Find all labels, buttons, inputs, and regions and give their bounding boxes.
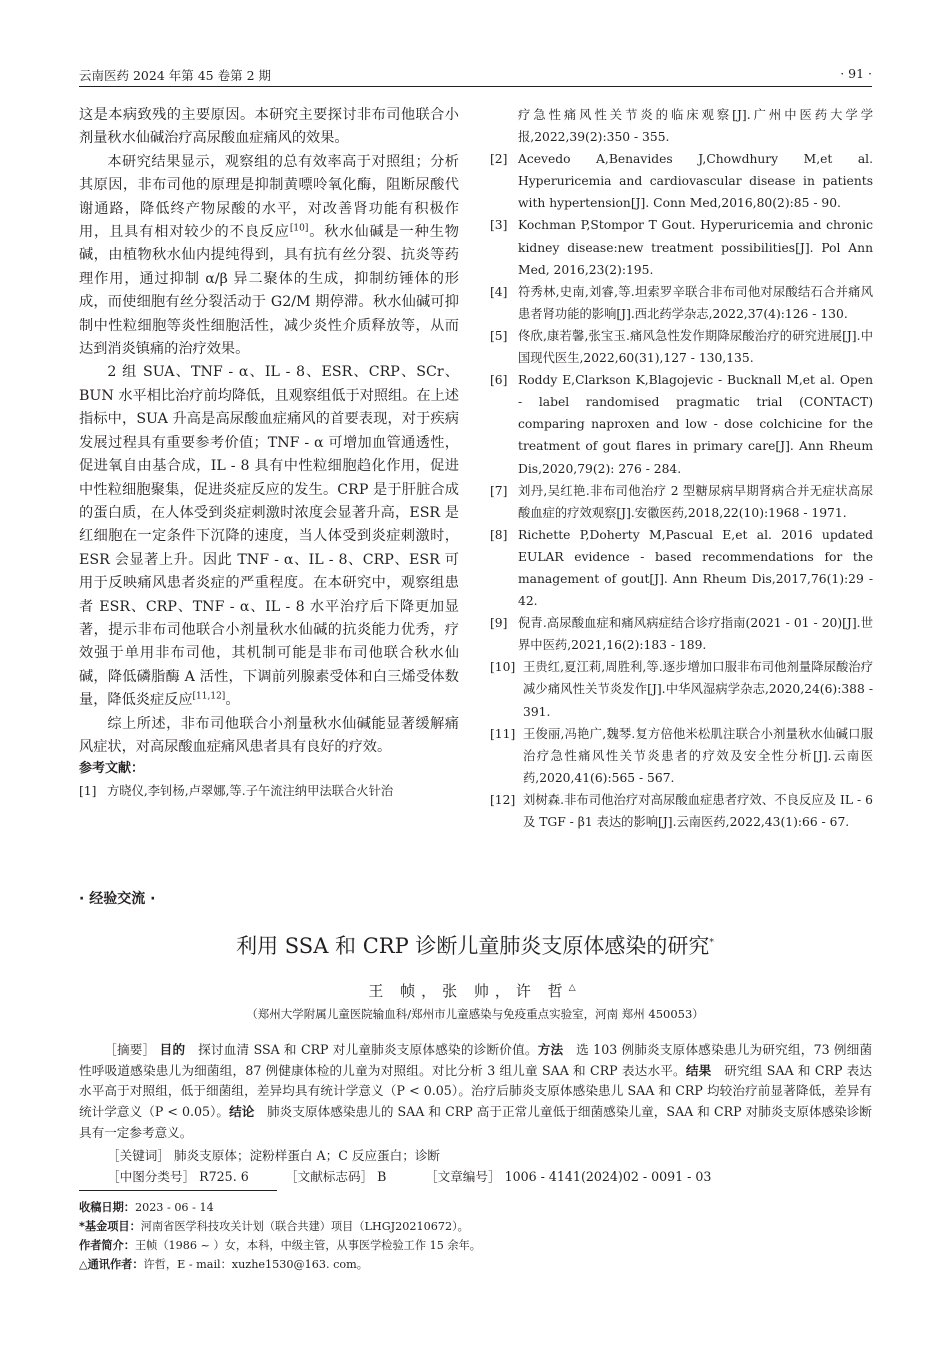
aim-text: 探讨血清 SSA 和 CRP 对儿童肺炎支原体感染的诊断价值。 [198,1042,538,1057]
paragraph-2: 本研究结果显示，观察组的总有效率高于对照组；分析其原因，非布司他的原理是抑制黄嘌呤氧化酶，阻断尿酸代谢通路，降低终产物尿酸的水平，对改善肾功能有积极作用，且具有相对较少的不良反应[10]。秋水仙碱是一种生物碱，由植物秋水仙内提纯得到，具有抗有丝分裂、抗炎等药理作用，通过抑制 α/β 异二聚体的生成，抑制纺锤体的形成，而使细胞有丝分裂活动于 G2/M 期停滞。秋水仙碱可抑制中性粒细胞等炎性细胞活性，减少炎性介质释放等，从而达到消炎镇痛的治疗效果。 [79,153,459,358]
reference-item [490,612,873,656]
class-label: ［中图分类号］ [107,1169,196,1184]
paragraph-4: 综上所述，非布司他联合小剂量秋水仙碱能显著缓解痛风症状，对高尿酸血症痛风患者具有良好的疗效。 [79,715,459,755]
class-value: R725. 6 [199,1169,249,1184]
reference-list [490,148,873,833]
affiliation: （郑州大学附属儿童医院输血科/郑州市儿童感染与免疫重点实验室，河南 郑州 450053） [246,1007,704,1021]
reference-text: 倪青.高尿酸血症和痛风病症结合诊疗指南(2021 - 01 - 20)[J].世界中医药,2021,16(2):183 - 189. [518,616,873,653]
method-label: 方法 [537,1042,564,1057]
reference-number: [8] [490,527,508,542]
reference-item [490,723,873,789]
reference-number: [1] [79,784,97,799]
reference-text: 王贵红,夏江莉,周胜利,等.逐步增加口服非布司他剂量降尿酸治疗减少痛风性关节炎发作[J].中华风湿病学杂志,2020,24(6):388 - 391. [523,660,873,719]
reference-text: 符秀林,史南,刘睿,等.坦索罗辛联合非布司他对尿酸结石合并痛风患者肾功能的影响[J].西北药学杂志,2022,37(4):126 - 130. [518,284,873,321]
classification-line [107,1166,827,1185]
abstract-label: ［摘要］ [104,1042,156,1057]
reference-text: Richette P,Doherty M,Pascual E,et al. 2016 updated EULAR evidence - based recommendations for the management of gout[J]. Ann Rheum Dis,2017,76(1):29 - 42. [518,527,873,609]
fund-mark: * [709,938,714,948]
docmark-value: B [377,1169,387,1184]
authors: 王 帧，张 帅，许 哲△ [368,982,582,1000]
keywords-text: 肺炎支原体；淀粉样蛋白 A；C 反应蛋白；诊断 [173,1148,441,1163]
reference-text: 王俊丽,冯艳广,魏琴.复方倍他米松肌注联合小剂量秋水仙碱口服治疗急性痛风性关节炎患者的疗效及安全性分析[J].云南医药,2020,41(6):565 - 567. [523,726,873,785]
abstract [79,1040,872,1144]
author-bio: 作者简介：王帧（1986 ~ ）女，本科，中级主管，从事医学检验工作 15 余年。 [79,1239,481,1252]
reference-item [490,524,873,612]
references-heading: 参考文献： [79,761,145,777]
reference-number: [2] [490,152,508,167]
reference-text: Kochman P,Stompor T Gout. Hyperuricemia and chronic kidney disease:new treatment possibilities[J]. Pol Ann Med, 2016,23(2):195. [518,218,873,277]
page-number: · 91 · [840,66,872,81]
reference-item [490,480,873,524]
reference-number: [4] [490,284,508,299]
reference-item [490,656,873,722]
keywords-label: ［关键词］ [107,1148,170,1163]
reference-number: [5] [490,328,508,343]
reference-text: Roddy E,Clarkson K,Blagojevic - Bucknall M,et al. Open - label randomised pragmatic trial (CONTACT) comparing naproxen and low - dose colchicine for the treatment of gout flares in primary care[J]. Ann Rheum Dis,2020,79(2): 276 - 284. [518,373,873,476]
reference-continuation: 疗急性痛风性关节炎的临床观察[J].广州中医药大学学报,2022,39(2):350 - 355. [518,108,873,145]
aim-label: 目的 [159,1042,186,1057]
reference-number: [3] [490,218,508,233]
citation: [10] [289,223,309,234]
reference-text: 刘树森.非布司他治疗对高尿酸血症患者疗效、不良反应及 IL - 6 及 TGF - β1 表达的影响[J].云南医药,2022,43(1):66 - 67. [523,792,873,829]
reference-number: [12] [490,792,516,807]
paragraph-3: 2 组 SUA、TNF - α、IL - 8、ESR、CRP、SCr、BUN 水平相比治疗前均降低，且观察组低于对照组。在上述指标中，SUA 升高是高尿酸血症痛风的首要表现，对于疾病发展过程具有重要参考价值；TNF - α 可增加血管通透性，促进氧自由基合成，IL - 8 具有中性粒细胞趋化作用，促进中性粒细胞聚集，促进炎症反应的发生。CRP 是于肝脏合成的蛋白质，在人体受到炎症刺激时浓度会显著升高，ESR 是红细胞在一定条件下沉降的速度，当人体受到炎症刺激时，ESR 会显著上升。因此 TNF - α、IL - 8、CRP、ESR 可用于反映痛风患者炎症的严重程度。在本研究中，观察组患者 ESR、CRP、TNF - α、IL - 8 水平治疗后下降更加显著，提示非布司他联合小剂量秋水仙碱的抗炎能力优秀，疗效强于单用非布司他，其机制可能是非布司他联合秋水仙碱，降低磷脂酶 A 活性，下调前列腺素受体和白三烯受体数量，降低炎症反应[11,12]。 [79,364,459,709]
running-header [79,66,872,87]
reference-text: 佟欣,康若馨,张宝玉.痛风急性发作期降尿酸治疗的研究进展[J].中国现代医生,2022,60(31),127 - 130,135. [518,328,873,366]
result-text: 研究组 SAA 和 CRP 表达水平高于对照组，低于细菌组，差异均具有统计学意义（P < 0.05）。治疗后肺炎支原体感染患儿 SAA 和 CRP 均较治疗前显著降低，差异有统计学意义（P < 0.05）。 [79,1062,873,1120]
article-no-label: ［文章编号］ [425,1169,501,1184]
corresponding-author: △通讯作者：许哲，E - mail：xuzhe1530@163. com。 [79,1258,368,1271]
reference-text: 刘丹,吴红艳.非布司他治疗 2 型糖尿病早期肾病合并无症状高尿酸血症的疗效观察[J].安徽医药,2018,22(10):1968 - 1971. [518,483,873,520]
reference-number: [10] [490,660,516,675]
reference-item [490,148,873,214]
reference-text: Acevedo A,Benavides J,Chowdhury M,et al. Hyperuricemia and cardiovascular disease in patients with hypertension[J]. Conn Med,2016,80(2):85 - 90. [518,152,873,211]
docmark-label: ［文献标志码］ [285,1169,374,1184]
article-title: 利用 SSA 和 CRP 诊断儿童肺炎支原体感染的研究* [236,934,714,958]
conclusion-text: 肺炎支原体感染患儿的 SAA 和 CRP 高于正常儿童低于细菌感染儿童，SAA 和 CRP 对肺炎支原体感染诊断具有一定参考意义。 [79,1104,873,1140]
article-no-value: 1006 - 4141(2024)02 - 0091 - 03 [504,1169,712,1184]
reference-item [490,281,873,325]
reference-number: [9] [490,616,508,631]
method-text: 选 103 例肺炎支原体感染患儿为研究组，73 例细菌性呼吸道感染患儿为细菌组，87 例健康体检的儿童为对照组。对比分析 3 组儿童 SAA 和 CRP 表达水平。 [79,1042,873,1078]
reference-item [490,789,873,833]
keywords [107,1145,440,1164]
reference-number: [7] [490,483,508,498]
result-label: 结果 [685,1062,712,1078]
reference-item [79,780,459,802]
received-date: 收稿日期：2023 - 06 - 14 [79,1201,214,1214]
paragraph-1: 这是本病致残的主要原因。本研究主要探讨非布司他联合小剂量秋水仙碱治疗高尿酸血症痛风的效果。 [79,107,459,147]
reference-number: [11] [490,726,516,741]
reference-number: [6] [490,373,508,388]
conclusion-label: 结论 [229,1104,255,1120]
left-column [79,104,459,802]
fund-note: *基金项目：河南省医学科技攻关计划（联合共建）项目（LHGJ20210672）。 [79,1220,469,1233]
citation: [11,12] [192,691,226,702]
right-column [490,104,873,833]
section-tag: · 经验交流 · [79,891,156,907]
reference-text: 方晓仪,李钊杨,卢翠娜,等.子午流注纳甲法联合火针治 [107,784,394,799]
corresponding-mark: △ [568,983,582,993]
reference-item [490,214,873,280]
journal-info: 云南医药 2024 年第 45 卷第 2 期 [79,68,272,83]
reference-item [490,369,873,479]
footnote-divider [79,1190,277,1191]
footnotes [79,1198,872,1274]
reference-item [490,325,873,369]
